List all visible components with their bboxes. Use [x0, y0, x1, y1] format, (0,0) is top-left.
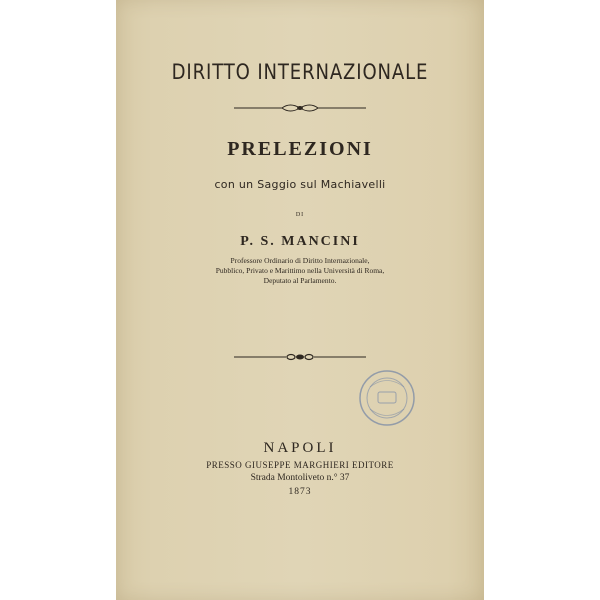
- affiliation-line: Deputato al Parlamento.: [263, 276, 337, 285]
- tagline: con un Saggio sul Machiavelli: [214, 178, 386, 191]
- affiliation-line: Pubblico, Privato e Marittimo nella Università di Roma,: [215, 266, 385, 275]
- imprint-year: 1873: [288, 487, 312, 497]
- title-page: [116, 0, 484, 600]
- imprint-street: Strada Montoliveto n.° 37: [250, 473, 350, 483]
- affiliation-line: Professore Ordinario di Diritto Internazionale,: [230, 256, 370, 265]
- subtitle: PRELEZIONI: [227, 138, 373, 160]
- imprint-publisher: PRESSO GIUSEPPE MARGHIERI EDITORE: [206, 460, 394, 470]
- title-ornament-icon: [234, 102, 366, 114]
- by-label: DI: [295, 212, 305, 218]
- imprint-city: NAPOLI: [263, 440, 337, 456]
- book-title: DIRITTO INTERNAZIONALE: [171, 60, 429, 84]
- library-stamp-icon: [358, 369, 416, 427]
- author-name: P. S. MANCINI: [240, 234, 360, 249]
- divider-ornament-icon: [234, 352, 366, 362]
